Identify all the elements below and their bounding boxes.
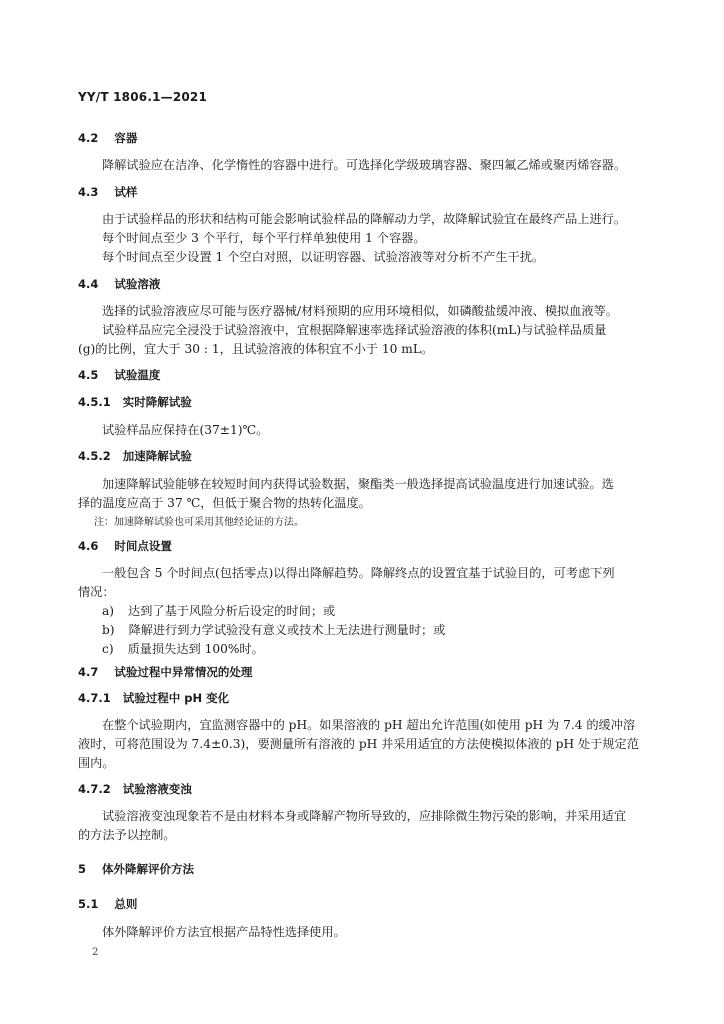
list-item xyxy=(102,621,445,638)
paragraph-continuation: 的方法予以控制。 xyxy=(78,828,176,842)
list-text: 达到了基于风险分析后设定的时间；或 xyxy=(128,604,336,618)
note: 注：加速降解试验也可采用其他经论证的方法。 xyxy=(94,517,304,528)
section-title: 总则 xyxy=(114,897,138,911)
paragraph: 每个时间点至少设置 1 个空白对照，以证明容器、试验溶液等对分析不产生干扰。 xyxy=(102,250,545,264)
section-title: 试验温度 xyxy=(114,368,161,382)
page-number: 2 xyxy=(92,947,99,958)
section-heading-4-5-1 xyxy=(78,394,192,410)
paragraph: 试验样品应完全浸没于试验溶液中，宜根据降解速率选择试验溶液的体积(mL)与试验样品质量 xyxy=(102,323,607,337)
paragraph-continuation: 围内。 xyxy=(78,756,115,770)
section-title: 时间点设置 xyxy=(114,539,172,553)
section-title: 试验溶液 xyxy=(114,277,161,291)
section-heading-4-6 xyxy=(78,538,172,554)
section-title: 试样 xyxy=(114,185,138,199)
section-number: 4.3 xyxy=(78,185,99,199)
list-item xyxy=(102,640,264,657)
paragraph: 在整个试验期内，宜监测容器中的 pH。如果溶液的 pH 超出允许范围(如使用 pH 为 7.4 的缓冲溶 xyxy=(102,718,636,732)
section-heading-4-7 xyxy=(78,664,252,680)
paragraph-continuation: 液时，可将范围设为 7.4±0.3)，要测量所有溶液的 pH 并采用适宜的方法使模拟体液的 pH 处于规定范 xyxy=(78,737,639,751)
section-title: 容器 xyxy=(114,131,138,145)
paragraph: 由于试验样品的形状和结构可能会影响试验样品的降解动力学，故降解试验宜在最终产品上进行。 xyxy=(102,212,627,226)
section-heading-4-7-2 xyxy=(78,781,192,797)
paragraph: 加速降解试验能够在较短时间内获得试验数据，聚酯类一般选择提高试验温度进行加速试验。选 xyxy=(102,477,614,491)
paragraph: 体外降解评价方法宜根据产品特性选择使用。 xyxy=(102,925,346,939)
list-text: 质量损失达到 100%时。 xyxy=(127,642,264,656)
paragraph: 每个时间点至少 3 个平行，每个平行样单独使用 1 个容器。 xyxy=(102,231,426,245)
list-text: 降解进行到力学试验没有意义或技术上无法进行测量时；或 xyxy=(128,623,446,637)
section-number: 4.6 xyxy=(78,539,99,553)
paragraph: 选择的试验溶液应尽可能与医疗器械/材料预期的应用环境相似，如磷酸盐缓冲液、模拟血液等。 xyxy=(102,304,618,318)
section-number: 5.1 xyxy=(78,897,99,911)
paragraph-continuation: 择的温度应高于 37 ℃，但低于聚合物的热转化温度。 xyxy=(78,496,371,510)
section-title: 试验过程中异常情况的处理 xyxy=(114,665,253,679)
section-heading-4-3 xyxy=(78,184,137,200)
section-heading-4-7-1 xyxy=(78,690,229,706)
section-heading-4-4 xyxy=(78,276,160,292)
section-number: 5 xyxy=(78,862,87,876)
section-heading-4-5 xyxy=(78,367,160,383)
section-title: 体外降解评价方法 xyxy=(102,862,195,876)
list-marker: c) xyxy=(102,642,114,656)
section-title: 加速降解试验 xyxy=(122,449,192,463)
section-number: 4.7.1 xyxy=(78,691,111,705)
document-code: YY/T 1806.1—2021 xyxy=(78,90,208,104)
paragraph: 降解试验应在洁净、化学惰性的容器中进行。可选择化学级玻璃容器、聚四氟乙烯或聚丙烯容器。 xyxy=(102,158,627,172)
section-title: 试验溶液变浊 xyxy=(122,782,192,796)
section-heading-5 xyxy=(78,861,194,877)
section-title: 试验过程中 pH 变化 xyxy=(122,691,230,705)
section-heading-5-1 xyxy=(78,896,137,912)
paragraph-continuation: (g)的比例，宜大于 30 : 1，且试验溶液的体积宜不小于 10 mL。 xyxy=(78,342,434,356)
section-heading-4-2 xyxy=(78,130,137,146)
list-marker: a) xyxy=(102,604,115,618)
section-heading-4-5-2 xyxy=(78,448,192,464)
section-number: 4.2 xyxy=(78,131,99,145)
section-number: 4.7.2 xyxy=(78,782,111,796)
section-number: 4.5 xyxy=(78,368,99,382)
paragraph: 一般包含 5 个时间点(包括零点)以得出降解趋势。降解终点的设置宜基于试验目的，可考虑下列 xyxy=(102,566,615,580)
section-number: 4.7 xyxy=(78,665,99,679)
list-item xyxy=(102,602,335,619)
section-title: 实时降解试验 xyxy=(122,395,192,409)
paragraph-continuation: 情况： xyxy=(78,585,115,599)
section-number: 4.5.2 xyxy=(78,449,111,463)
section-number: 4.5.1 xyxy=(78,395,111,409)
section-number: 4.4 xyxy=(78,277,99,291)
list-marker: b) xyxy=(102,623,115,637)
paragraph: 试验溶液变浊现象若不是由材料本身或降解产物所导致的，应排除微生物污染的影响，并采用适宜 xyxy=(102,809,627,823)
paragraph: 试验样品应保持在(37±1)℃。 xyxy=(102,423,269,437)
